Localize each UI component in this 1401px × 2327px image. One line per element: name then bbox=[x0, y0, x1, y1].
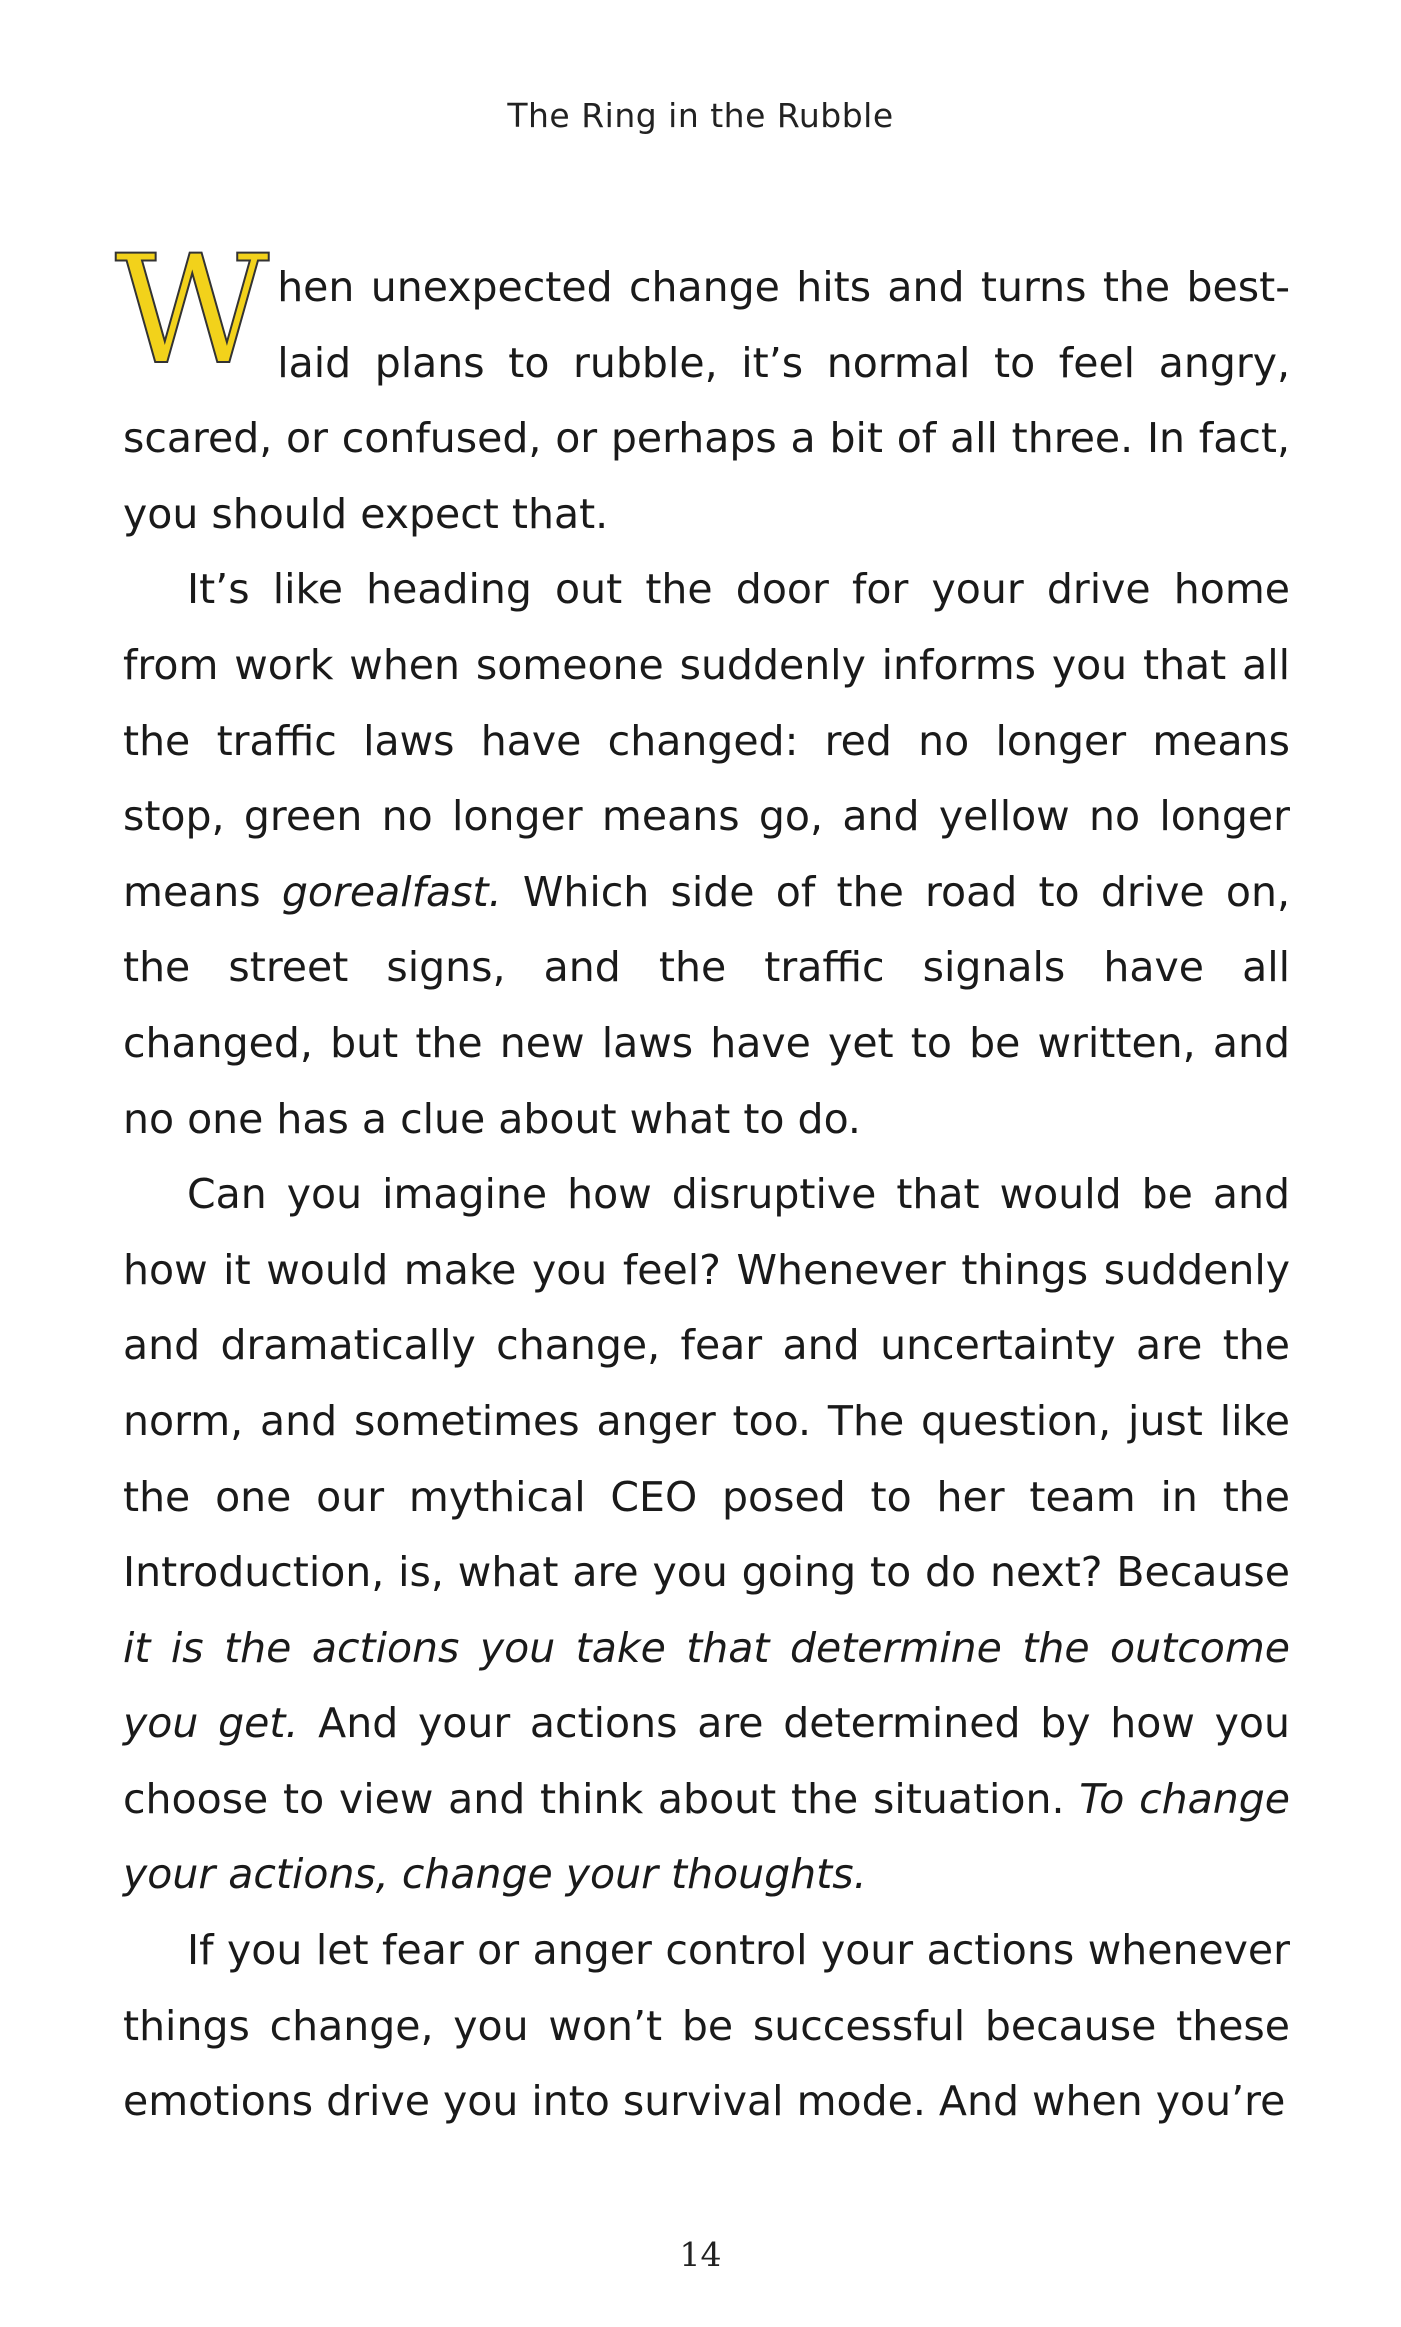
paragraph-2 bbox=[123, 552, 1290, 1157]
paragraph-3-italic-2: To change your actions, change your thoughts. bbox=[123, 1774, 1291, 1899]
paragraph-1 bbox=[115, 224, 1290, 552]
drop-cap: W bbox=[115, 224, 270, 398]
paragraph-3 bbox=[123, 1157, 1290, 1913]
paragraph-1-text: hen unexpected change hits and turns the best-laid plans to rubble, it’s normal to feel angry, scared, or confused, or perhaps a bit of all three. In fact, you should expect that. bbox=[123, 263, 1290, 538]
paragraph-4-text: If you let fear or anger control your actions whenever things change, you won’t be successful because these emotions drive you into survival mode. And when you’re bbox=[123, 1926, 1290, 2126]
paragraph-2-italic: gorealfast. bbox=[281, 867, 502, 916]
page-number: 14 bbox=[679, 2235, 722, 2274]
paragraph-2-text-after: Which side of the road to drive on, the street signs, and the traffic signals have all changed, but the new laws have yet to be written, and no one has a clue about what to do. bbox=[123, 867, 1290, 1143]
paragraph-3-italic-1: it is the actions you take that determine the outcome you get. bbox=[123, 1623, 1290, 1748]
paragraph-3-text-middle: And your actions are determined by how you choose to view and think about the situation. bbox=[123, 1699, 1290, 1823]
running-head: The Ring in the Rubble bbox=[507, 96, 894, 135]
body-text bbox=[115, 224, 1291, 2140]
paragraph-4 bbox=[123, 1913, 1290, 2140]
paragraph-3-text-before: Can you imagine how disruptive that would be and how it would make you feel? Whenever things suddenly and dramatically change, fear and uncertainty are the norm, and sometimes anger too. The question, just like the one our mythical CEO posed to her team in the Introduction, is, what are you going to do next? Because bbox=[123, 1170, 1290, 1597]
paragraph-2-text-before: It’s like heading out the door for your drive home from work when someone suddenly informs you that all the traffic laws have changed: red no longer means stop, green no longer means go, and yellow no longer means bbox=[123, 565, 1290, 916]
